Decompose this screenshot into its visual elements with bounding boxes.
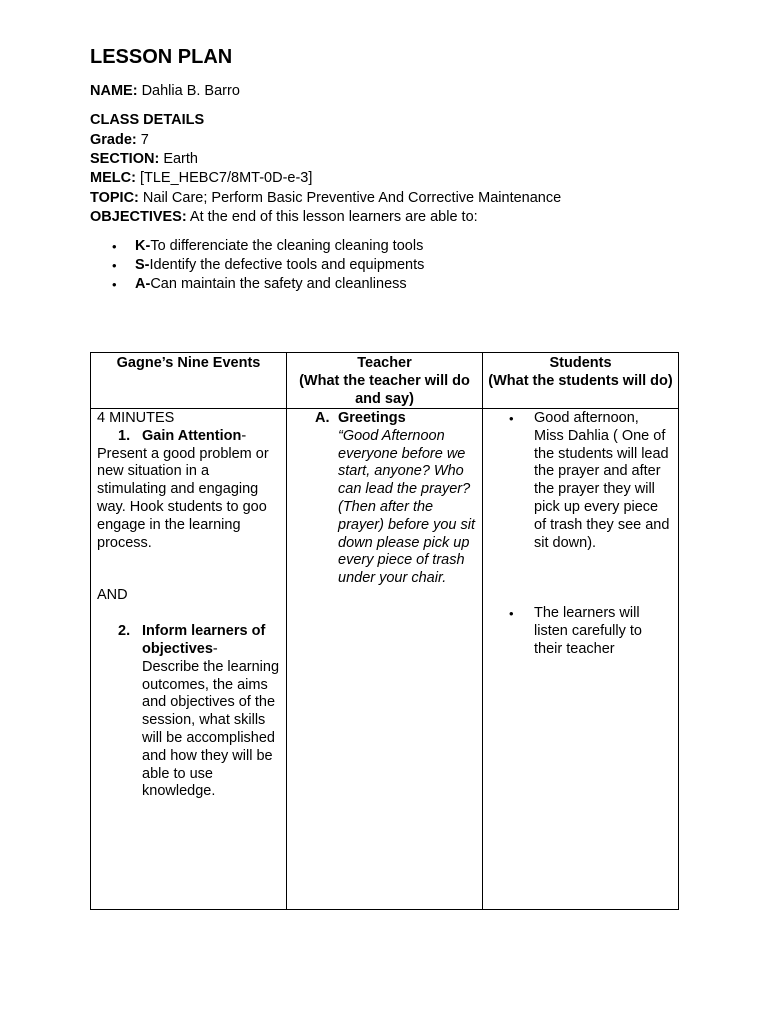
section-value: Earth xyxy=(163,151,198,167)
header-students-title: Students xyxy=(549,355,612,371)
header-students xyxy=(483,353,679,409)
name-label: NAME: xyxy=(90,83,138,99)
table-row xyxy=(91,409,679,910)
teacher-item-greetings xyxy=(293,410,476,588)
objective-key: K- xyxy=(135,238,151,254)
lesson-table xyxy=(90,352,679,910)
event-1-dash: - xyxy=(241,427,247,444)
name-line xyxy=(90,82,240,100)
melc-value: [TLE_HEBC7/8MT-0D-e-3] xyxy=(139,170,313,186)
students-cell xyxy=(483,409,679,910)
teacher-cell xyxy=(287,409,483,910)
bullet-icon: • xyxy=(509,411,514,426)
topic-line xyxy=(90,189,561,207)
event-1-number: 1. xyxy=(118,427,131,444)
bullet-icon: • xyxy=(509,606,514,622)
list-item xyxy=(110,237,424,256)
grade-line xyxy=(90,131,149,149)
event-2-dash: - xyxy=(212,640,218,657)
objective-key: A- xyxy=(135,276,151,292)
grade-label: Grade: xyxy=(90,132,137,148)
objectives-line xyxy=(90,208,478,226)
section-line xyxy=(90,150,198,168)
student-response-text: The learners will listen carefully to their teacher xyxy=(534,605,642,657)
header-teacher-sub: (What the teacher will do and say) xyxy=(299,373,470,407)
student-response-text: Good afternoon, Miss Dahlia ( One of the students will lead the prayer and after the prayer they will pick up every piece of trash they see and sit down). xyxy=(534,410,670,551)
student-response-2 xyxy=(489,605,672,658)
objective-key: S- xyxy=(135,257,150,273)
time-label: 4 MINUTES xyxy=(97,410,175,426)
table-header-row xyxy=(91,353,679,409)
topic-label: TOPIC: xyxy=(90,190,139,206)
event-1-description: Present a good problem or new situation in a stimulating and engaging way. Hook students to goo engage in the learning process. xyxy=(97,445,269,551)
bullet-icon: • xyxy=(112,258,117,273)
objective-text: To differenciate the cleaning cleaning tools xyxy=(150,238,424,254)
objective-text: Identify the defective tools and equipments xyxy=(149,257,425,273)
header-teacher-title: Teacher xyxy=(357,355,412,371)
student-response-1 xyxy=(489,410,672,552)
name-value: Dahlia B. Barro xyxy=(141,83,240,99)
topic-value: Nail Care; Perform Basic Preventive And Corrective Maintenance xyxy=(142,190,562,206)
event-1-title: Gain Attention xyxy=(142,427,242,444)
event-2 xyxy=(97,623,280,801)
section-label: SECTION: xyxy=(90,151,160,167)
melc-line xyxy=(90,169,312,187)
objectives-value: At the end of this lesson learners are able to: xyxy=(189,209,478,225)
melc-label: MELC: xyxy=(90,170,136,186)
bullet-icon: • xyxy=(112,239,117,254)
objective-text: Can maintain the safety and cleanliness xyxy=(150,276,407,292)
bullet-icon: • xyxy=(112,277,117,292)
page-title: LESSON PLAN xyxy=(90,46,233,68)
teacher-item-text: “Good Afternoon everyone before we start, anyone? Who can lead the prayer? (Then after the prayer) before you sit down please pick up every piece of trash under your chair. xyxy=(338,427,476,587)
list-item xyxy=(110,275,424,294)
header-students-sub: (What the students will do) xyxy=(488,373,673,389)
objectives-label: OBJECTIVES: xyxy=(90,209,187,225)
teacher-item-letter: A. xyxy=(315,410,330,426)
header-teacher xyxy=(287,353,483,409)
class-details-heading: CLASS DETAILS xyxy=(90,112,205,128)
event-1-title-line xyxy=(97,428,280,446)
and-label: AND xyxy=(97,587,128,604)
event-2-number: 2. xyxy=(118,623,131,640)
events-cell xyxy=(91,409,287,910)
teacher-item-title: Greetings xyxy=(338,410,406,426)
event-2-description: Describe the learning outcomes, the aims and objectives of the session, what skills will be accomplished and how they will be able to use knowledge. xyxy=(142,658,280,800)
list-item xyxy=(110,256,424,275)
objectives-list xyxy=(110,237,424,294)
event-2-title: Inform learners of objectives xyxy=(142,623,266,657)
header-gagne: Gagne’s Nine Events xyxy=(91,353,287,409)
grade-value: 7 xyxy=(140,132,149,148)
